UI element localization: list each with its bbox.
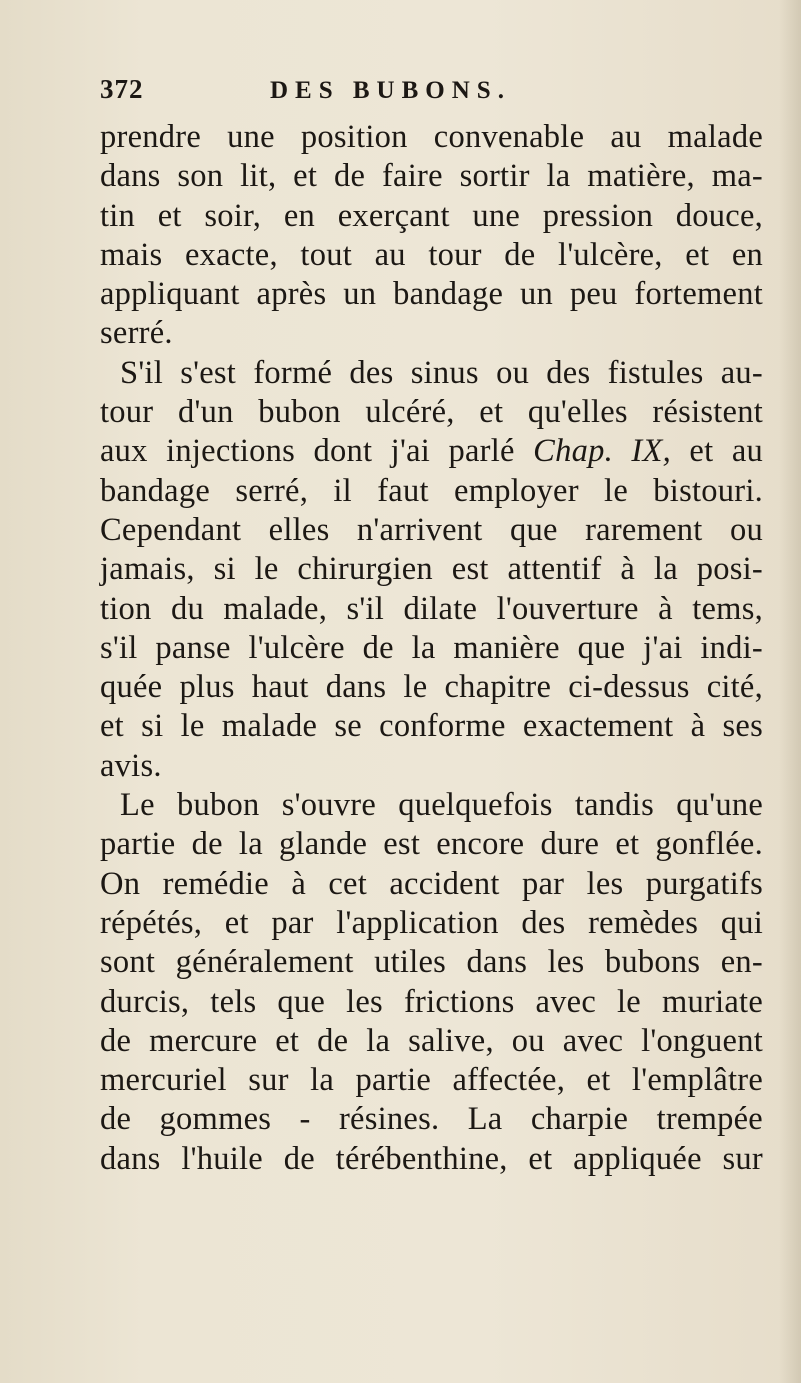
body-text: [100, 118, 765, 1179]
text-line: sont généralement utiles dans les bubons en-: [100, 944, 763, 981]
text-line: On remédie à cet accident par les purgatifs: [100, 865, 763, 902]
page-number: 372: [100, 74, 144, 104]
text-line: s'il panse l'ulcère de la manière que j'ai indi-: [100, 629, 763, 666]
text-line-with-reference: [100, 432, 763, 471]
text-line: tin et soir, en exerçant une pression douce,: [100, 197, 763, 234]
text-line: tour d'un bubon ulcéré, et qu'elles résistent: [100, 394, 763, 431]
running-title: DES BUBONS.: [270, 77, 511, 104]
text-line: Cependant elles n'arrivent que rarement ou: [100, 511, 763, 548]
text-line: mercuriel sur la partie affectée, et l'emplâtre: [100, 1062, 763, 1099]
page-edge-shadow: [779, 0, 801, 1383]
text-line: jamais, si le chirurgien est attentif à la posi-: [100, 551, 763, 588]
text-segment: et au: [689, 433, 763, 470]
text-line: de mercure et de la salive, ou avec l'onguent: [100, 1022, 763, 1059]
text-line: appliquant après un bandage un peu fortement: [100, 276, 763, 313]
text-line: dans son lit, et de faire sortir la matière, ma-: [100, 158, 763, 195]
text-line: avis.: [100, 747, 162, 784]
text-line: et si le malade se conforme exactement à ses: [100, 708, 763, 745]
text-line: répétés, et par l'application des remèdes qui: [100, 904, 763, 941]
text-line: quée plus haut dans le chapitre ci-dessus cité,: [100, 669, 763, 706]
text-line: tion du malade, s'il dilate l'ouverture à tems,: [100, 590, 763, 627]
text-line: de gommes - résines. La charpie trempée: [100, 1101, 763, 1138]
text-segment: aux injections dont j'ai parlé: [100, 433, 515, 470]
text-line: prendre une position convenable au malade: [100, 119, 763, 155]
text-line: serré.: [100, 315, 173, 352]
chapter-reference: Chap. IX,: [533, 433, 671, 470]
text-line: S'il s'est formé des sinus ou des fistules au-: [120, 354, 763, 391]
text-line: mais exacte, tout au tour de l'ulcère, et en: [100, 236, 763, 273]
text-line: durcis, tels que les frictions avec le muriate: [100, 983, 763, 1020]
text-line: Le bubon s'ouvre quelquefois tandis qu'une: [120, 787, 763, 824]
running-head: [100, 74, 765, 116]
text-line: partie de la glande est encore dure et gonflée.: [100, 826, 763, 863]
text-line: bandage serré, il faut employer le bistouri.: [100, 472, 763, 509]
text-line: dans l'huile de térébenthine, et appliquée sur: [100, 1140, 763, 1177]
